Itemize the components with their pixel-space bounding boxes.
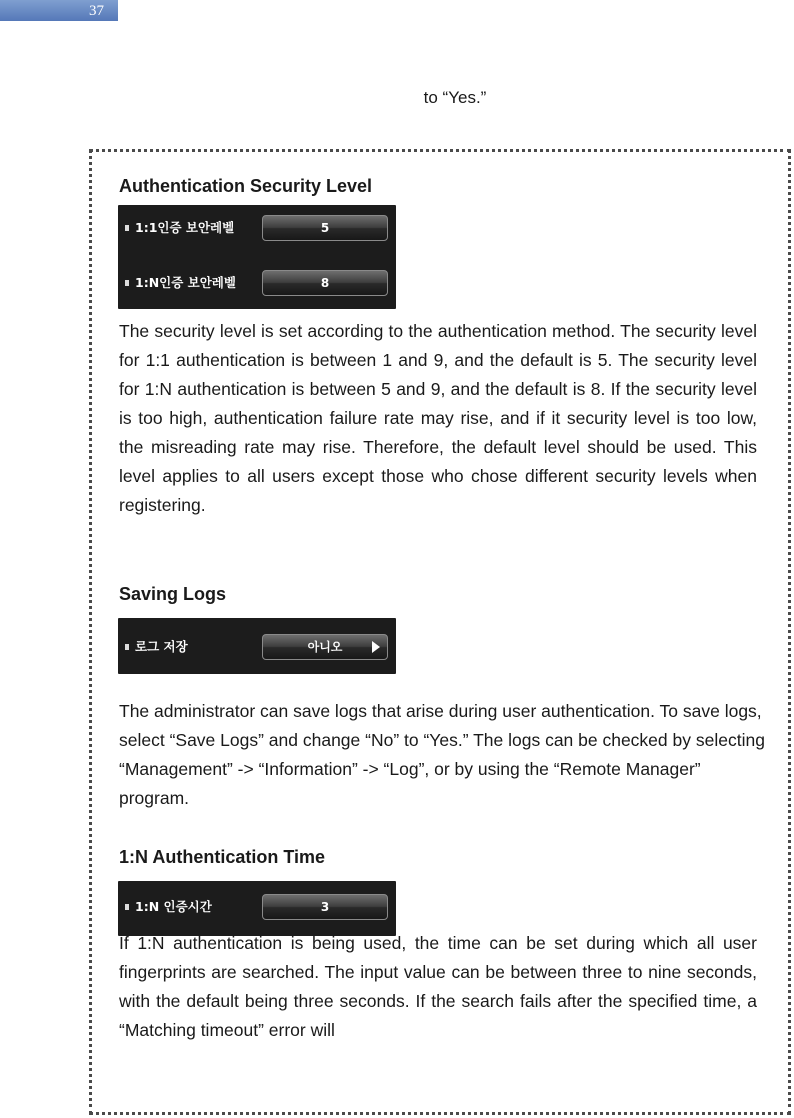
security-level-heading: Authentication Security Level	[119, 176, 373, 196]
auth-time-description: If 1:N authentication is being used, the time can be set during which all user fingerprints are searched. The input value can be between three to nine seconds, with the default being three seconds. If the search fails after the specified time, a “Matching timeout” error will	[119, 933, 757, 1040]
save-log-label: 로그 저장	[125, 637, 188, 655]
auth-time-field[interactable]: 3	[262, 894, 388, 920]
one-to-n-level-field[interactable]: 8	[262, 270, 388, 296]
security-level-description: The security level is set according to the authentication method. The security level for 1:1 authentication is between 1 and 9, and the default is 5. The security level for 1:N authentication is between 5 and 9, and the default is 8. If the security level is too high, authentication failure rate may rise, and if it security level is too low, the misreading rate may rise. Therefore, the default level should be used. This level applies to all users except those who chose different security levels when registering.	[119, 321, 757, 515]
bullet-icon	[125, 904, 129, 910]
saving-logs-panel	[118, 618, 396, 674]
chevron-right-icon	[372, 641, 380, 653]
auth-time-panel	[118, 881, 396, 936]
auth-time-heading: 1:N Authentication Time	[119, 847, 326, 867]
save-log-select[interactable]: 아니오	[262, 634, 388, 660]
saving-logs-heading: Saving Logs	[119, 584, 227, 604]
continuation-text: to “Yes.”	[423, 88, 487, 107]
one-to-one-level-field[interactable]: 5	[262, 215, 388, 241]
bullet-icon	[125, 644, 129, 650]
security-level-panel	[118, 205, 396, 309]
page-number: 37	[89, 3, 104, 19]
bullet-icon	[125, 280, 129, 286]
bullet-icon	[125, 225, 129, 231]
one-to-n-level-label: 1:N인증 보안레벨	[125, 273, 236, 291]
saving-logs-description: The administrator can save logs that arise during user authentication. To save logs, select “Save Logs” and change “No” to “Yes.” The logs can be checked by selecting “Management” -> “Information” -> “Log”, or by using the “Remote Manager” program.	[119, 701, 765, 808]
one-to-one-level-label: 1:1인증 보안레벨	[125, 218, 234, 236]
auth-time-label: 1:N 인증시간	[125, 897, 212, 915]
